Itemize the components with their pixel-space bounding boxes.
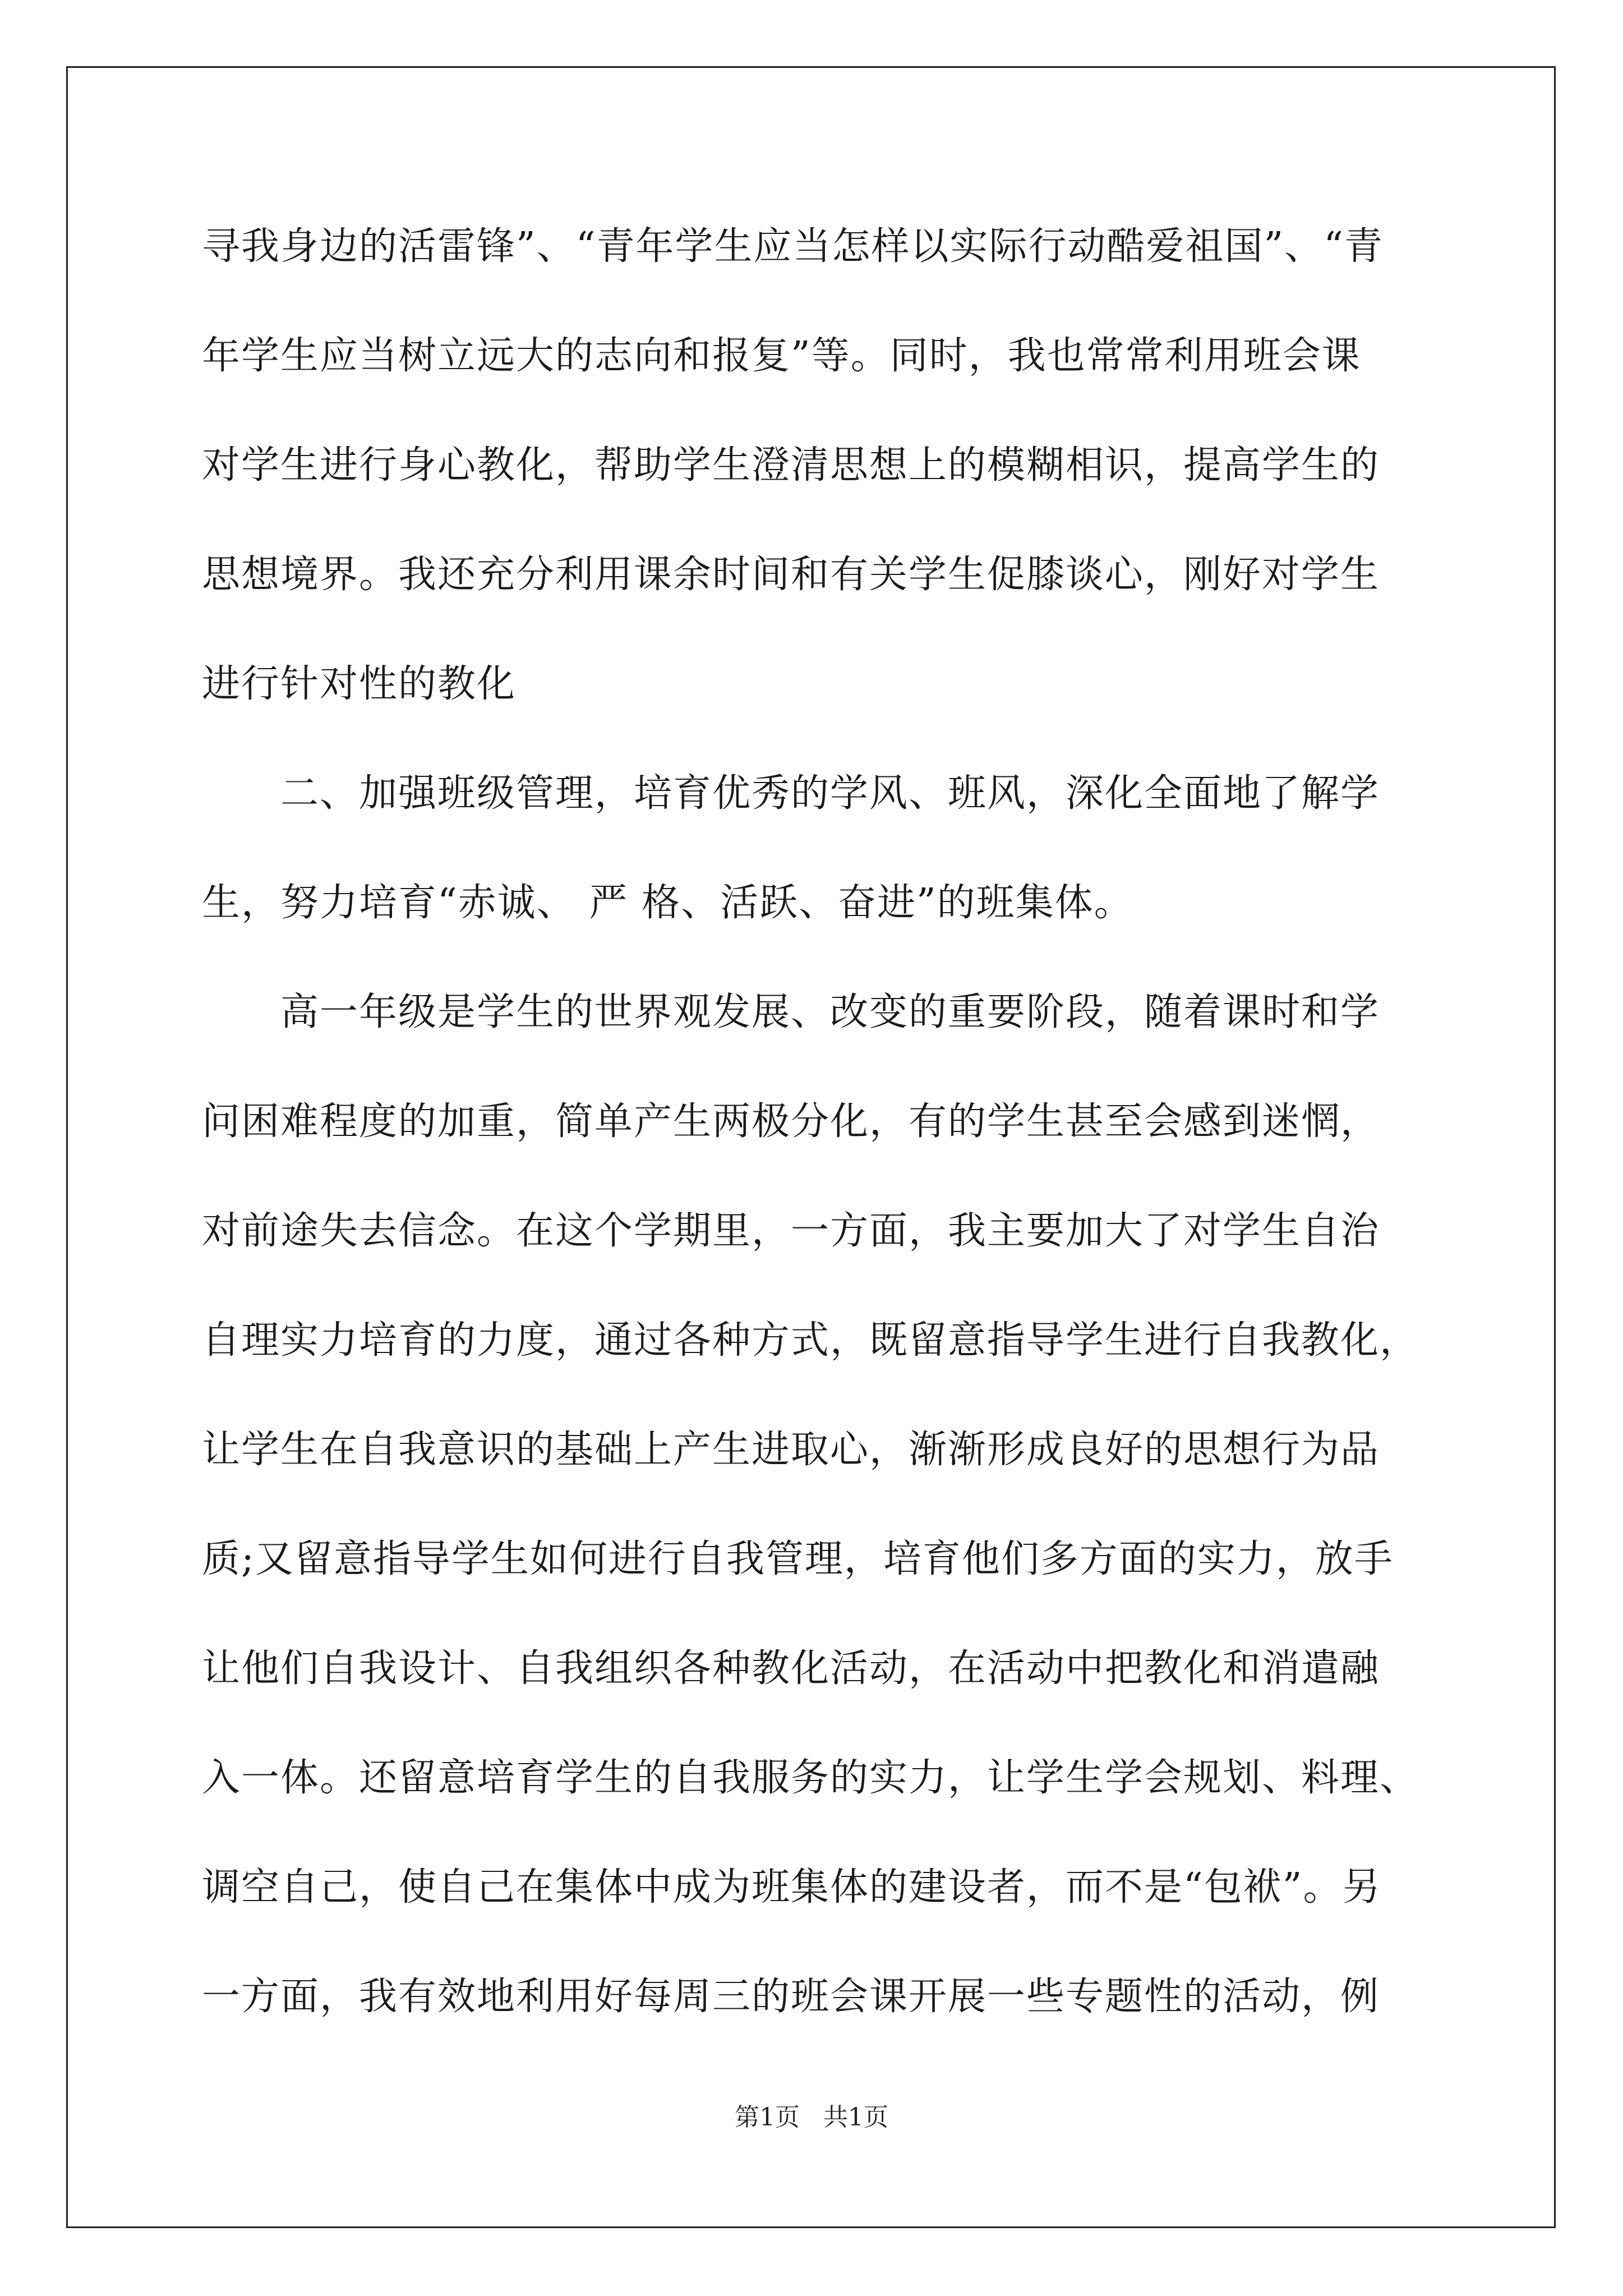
text-line: 质;又留意指导学生如何进行自我管理，培育他们多方面的实力，放手 xyxy=(202,1537,1394,1581)
text-line: 年学生应当树立远大的志向和报复”等。同时，我也常常利用班会课 xyxy=(202,334,1361,378)
text-line: 对学生进行身心教化，帮助学生澄清思想上的模糊相识，提高学生的 xyxy=(202,443,1380,487)
text-line: 思想境界。我还充分利用课余时间和有关学生促膝谈心，刚好对学生 xyxy=(202,553,1380,597)
text-line: 一方面，我有效地利用好每周三的班会课开展一些专题性的活动，例 xyxy=(202,1975,1380,2019)
text-line: 让他们自我设计、自我组织各种教化活动，在活动中把教化和消遣融 xyxy=(202,1646,1380,1691)
text-line: 让学生在自我意识的基础上产生进取心，渐渐形成良好的思想行为品 xyxy=(202,1428,1380,1472)
document-body xyxy=(202,192,1424,2051)
text-line: 问困难程度的加重，简单产生两极分化，有的学生甚至会感到迷惘， xyxy=(202,1099,1380,1144)
text-line: 对前途失去信念。在这个学期里，一方面，我主要加大了对学生自治 xyxy=(202,1209,1380,1253)
text-line: 高一年级是学生的世界观发展、改变的重要阶段，随着课时和学 xyxy=(202,990,1380,1034)
text-line: 寻我身边的活雷锋”、“青年学生应当怎样以实际行动酷爱祖国”、“青 xyxy=(202,224,1384,269)
text-line: 自理实力培育的力度，通过各种方式，既留意指导学生进行自我教化， xyxy=(202,1318,1419,1363)
text-line: 二、加强班级管理，培育优秀的学风、班风，深化全面地了解学 xyxy=(202,771,1380,816)
text-line: 进行针对性的教化 xyxy=(202,662,517,706)
page-footer: 第1页 共1页 xyxy=(735,2103,888,2132)
text-line: 入一体。还留意培育学生的自我服务的实力，让学生学会规划、料理、 xyxy=(202,1756,1419,1800)
text-line: 生，努力培育“赤诚、 严 格、活跃、奋进”的班集体。 xyxy=(202,881,1133,925)
text-line: 调空自己，使自己在集体中成为班集体的建设者，而不是“包袱”。另 xyxy=(202,1865,1382,1910)
